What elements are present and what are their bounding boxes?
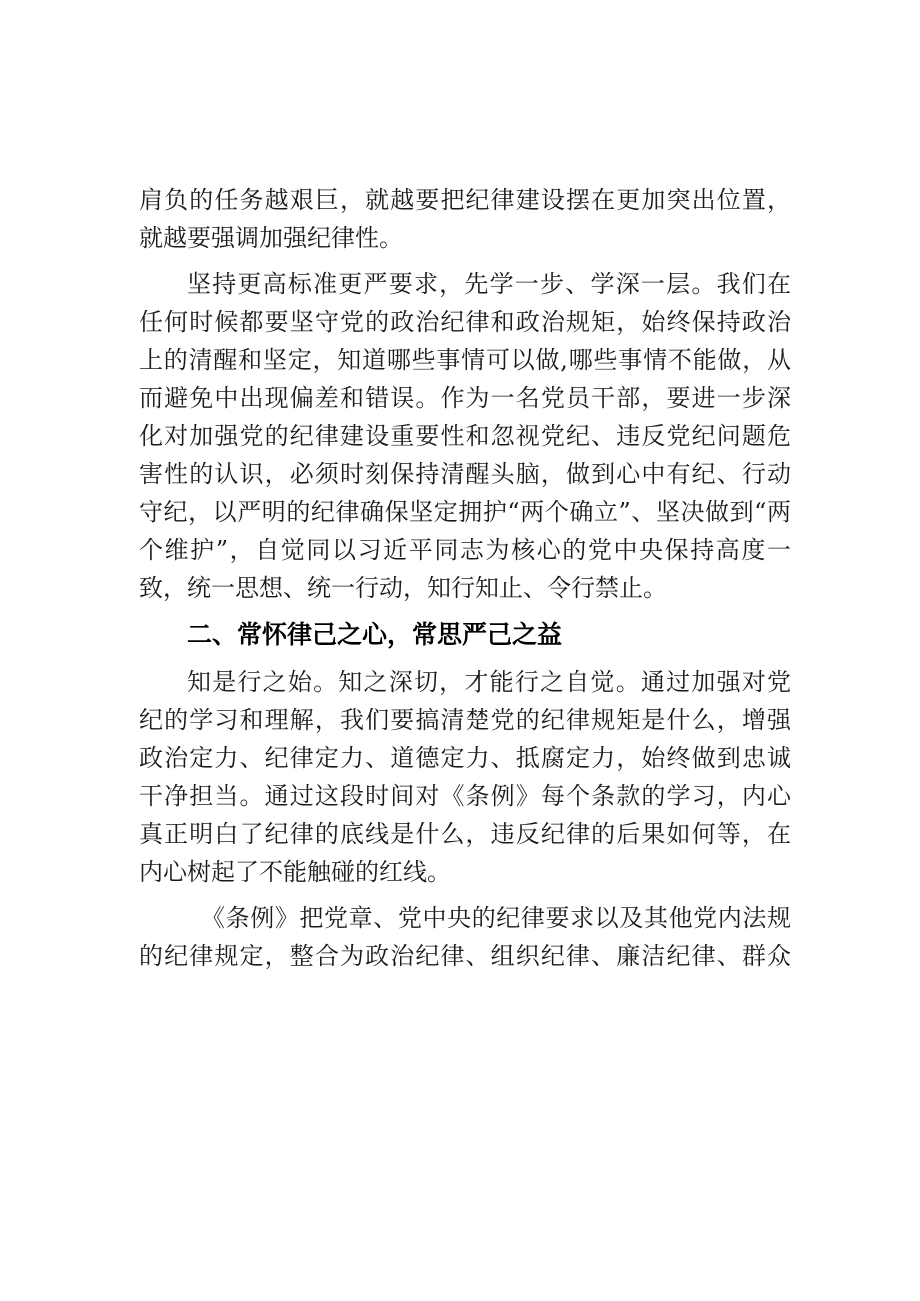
text-line: 任何时候都要坚守党的政治纪律和政治规矩，始终保持政治	[139, 308, 791, 336]
text-line: 个维护”，自觉同以习近平同志为核心的党中央保持高度一	[139, 536, 791, 564]
text-line: 上的清醒和坚定，知道哪些事情可以做,哪些事情不能做，从	[139, 346, 791, 374]
paragraph-2	[139, 265, 791, 607]
text-line: 真正明白了纪律的底线是什么，违反纪律的后果如何等，在	[139, 820, 791, 848]
text-line: 的纪律规定，整合为政治纪律、组织纪律、廉洁纪律、群众	[139, 942, 791, 970]
text-line: 知是行之始。知之深切，才能行之自觉。通过加强对党	[187, 668, 791, 696]
text-line: 政治定力、纪律定力、道德定力、抵腐定力，始终做到忠诚	[139, 744, 791, 772]
text-line: 害性的认识，必须时刻保持清醒头脑，做到心中有纪、行动	[139, 460, 791, 488]
text-line: 化对加强党的纪律建设重要性和忽视党纪、违反党纪问题危	[139, 422, 791, 450]
text-line: 坚持更高标准更严要求，先学一步、学深一层。我们在	[187, 270, 791, 298]
text-line: 纪的学习和理解，我们要搞清楚党的纪律规矩是什么，增强	[139, 706, 791, 734]
text-line: 肩负的任务越艰巨，就越要把纪律建设摆在更加突出位置，	[139, 186, 791, 214]
document-body	[139, 181, 791, 975]
section-heading: 二、常怀律己之心，常思严己之益	[187, 620, 563, 649]
text-line: 而避免中出现偏差和错误。作为一名党员干部，要进一步深	[139, 384, 791, 412]
text-line: 致，统一思想、统一行动，知行知止、令行禁止。	[139, 574, 667, 602]
text-line: 就越要强调加强纪律性。	[139, 224, 403, 252]
paragraph-1	[139, 181, 791, 257]
text-line: 《条例》把党章、党中央的纪律要求以及其他党内法规	[201, 904, 791, 932]
text-line: 守纪，以严明的纪律确保坚定拥护“两个确立”、坚决做到“两	[139, 498, 791, 526]
paragraph-4	[139, 899, 791, 975]
text-line: 内心树起了不能触碰的红线。	[139, 858, 451, 886]
paragraph-3	[139, 663, 791, 891]
text-line: 干净担当。通过这段时间对《条例》每个条款的学习，内心	[139, 782, 791, 810]
